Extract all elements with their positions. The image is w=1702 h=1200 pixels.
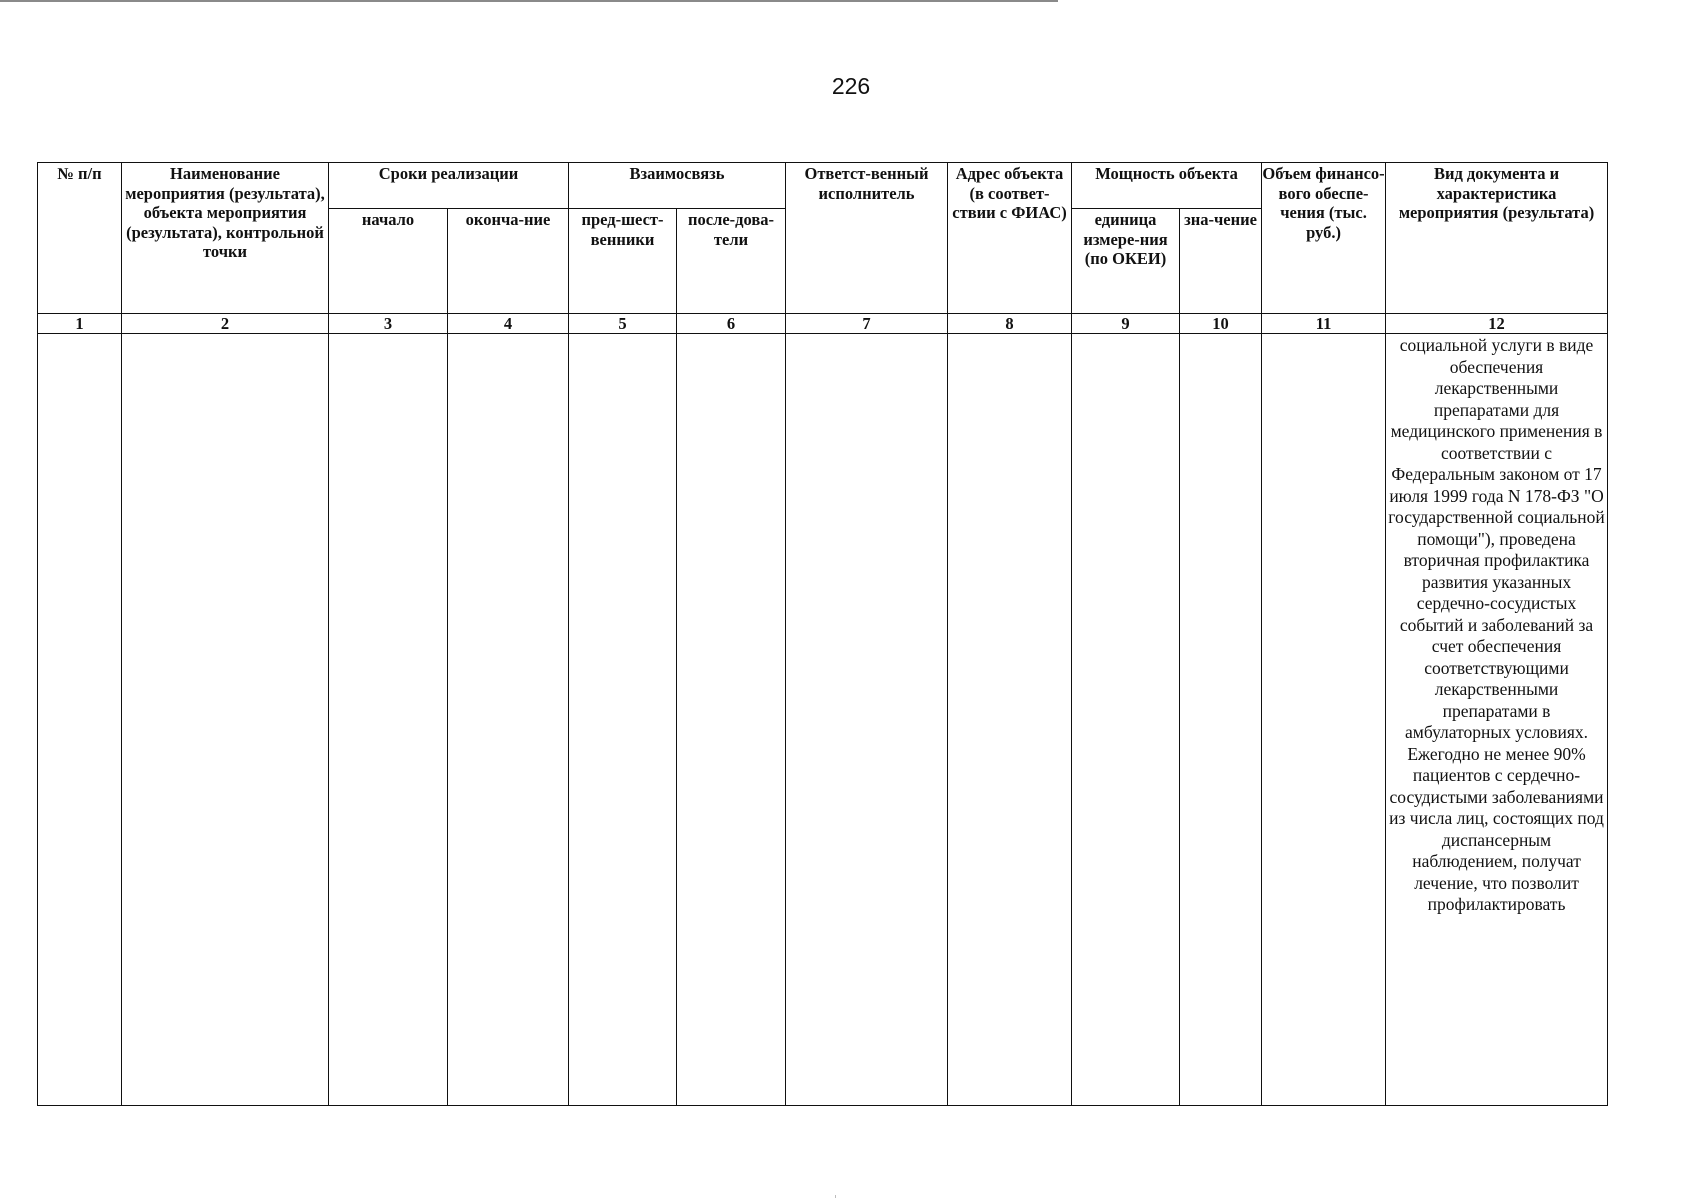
column-number: 10 [1180,314,1262,334]
scan-edge-line [0,0,1058,2]
header-capacity-value: зна-чение [1180,209,1262,314]
column-number: 9 [1072,314,1180,334]
column-number: 2 [122,314,329,334]
column-number: 8 [948,314,1072,334]
header-capacity-group: Мощность объекта [1072,163,1262,209]
header-finance: Объем финансо-вого обеспе-чения (тыс. руб.) [1262,163,1386,314]
page-number: 226 [831,73,871,99]
header-terms-group: Сроки реализации [329,163,569,209]
events-table [37,162,1608,1106]
cell-terms-start [329,334,448,1106]
cell-address [948,334,1072,1106]
column-number: 11 [1262,314,1386,334]
cell-relation-next [677,334,786,1106]
header-relation-group: Взаимосвязь [569,163,786,209]
cell-capacity-value [1180,334,1262,1106]
column-number: 7 [786,314,948,334]
cell-responsible [786,334,948,1106]
column-number: 12 [1386,314,1608,334]
column-number: 3 [329,314,448,334]
column-number: 4 [448,314,569,334]
header-terms-end: оконча-ние [448,209,569,314]
header-terms-start: начало [329,209,448,314]
header-address: Адрес объекта (в соответ-ствии с ФИАС) [948,163,1072,314]
cell-event-name [122,334,329,1106]
cell-relation-pred [569,334,677,1106]
column-number: 6 [677,314,786,334]
column-number: 5 [569,314,677,334]
header-relation-pred: пред-шест-венники [569,209,677,314]
header-event-name: Наименование мероприятия (результата), объекта мероприятия (результата), контрольной точки [122,163,329,314]
column-number: 1 [38,314,122,334]
header-relation-next: после-дова-тели [677,209,786,314]
cell-number [38,334,122,1106]
cell-finance [1262,334,1386,1106]
header-responsible: Ответст-венный исполнитель [786,163,948,314]
scan-dot [835,1195,836,1198]
header-doc-type: Вид документа и характеристика мероприятия (результата) [1386,163,1608,314]
table-row [38,334,1608,1106]
cell-doc-type-text: социальной услуги в виде обеспечения лекарственными препаратами для медицинского применения в соответствии с Федеральным законом от 17 июля 1999 года N 178-ФЗ "О государственной социальной помощи"), проведена вторичная профилактика развития указанных сердечно-сосудистых событий и заболеваний за счет обеспечения соответствующими лекарственными препаратами в амбулаторных условиях. Ежегодно не менее 90% пациентов с сердечно-сосудистыми заболеваниями из числа лиц, состоящих под диспансерным наблюдением, получат лечение, что позволит профилактировать [1386,334,1608,1106]
header-capacity-unit: единица измере-ния (по ОКЕИ) [1072,209,1180,314]
cell-terms-end [448,334,569,1106]
cell-capacity-unit [1072,334,1180,1106]
header-number: № п/п [38,163,122,314]
